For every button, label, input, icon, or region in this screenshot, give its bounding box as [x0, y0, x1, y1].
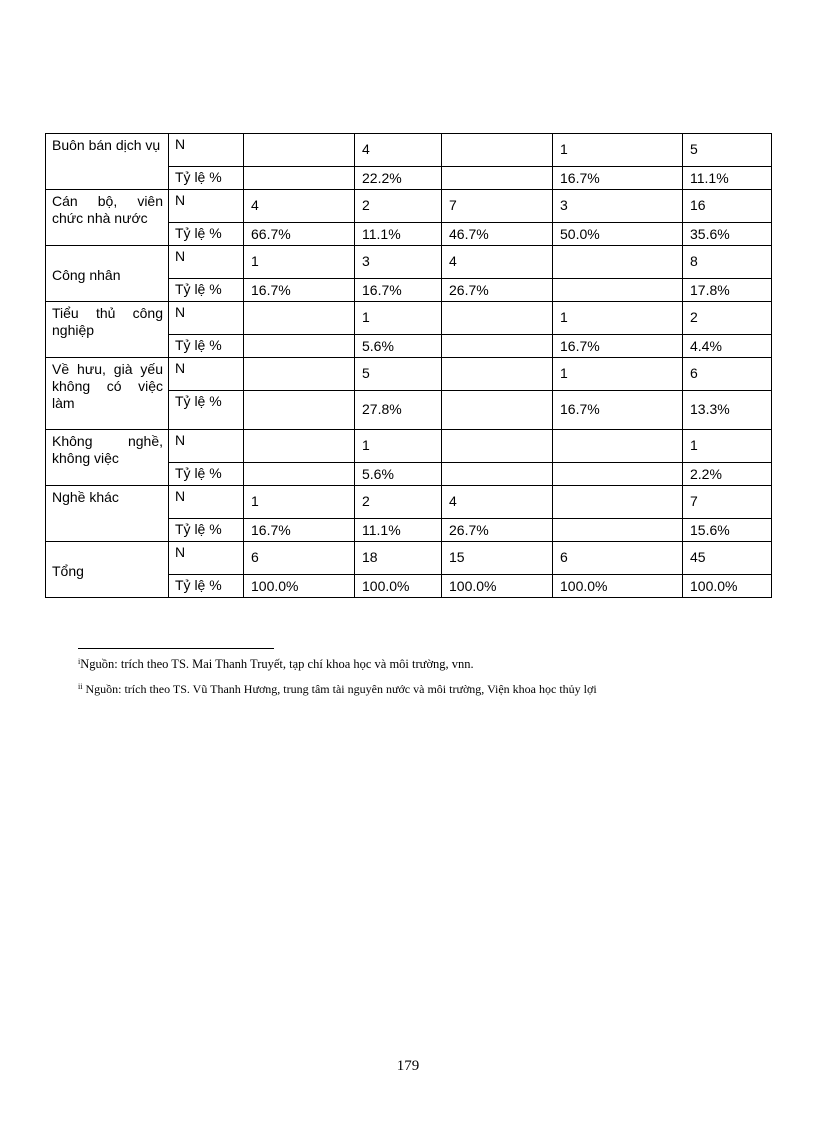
percent-cell — [442, 335, 553, 358]
category-cell: Công nhân — [46, 246, 169, 302]
table-row — [46, 542, 772, 575]
measure-label: Tỷ lệ % — [169, 575, 244, 598]
count-cell: 1 — [553, 358, 683, 391]
measure-label: N — [169, 542, 244, 575]
count-cell: 1 — [683, 430, 772, 463]
percent-cell — [244, 167, 355, 190]
table-row — [46, 190, 772, 223]
count-cell: 4 — [244, 190, 355, 223]
percent-cell: 35.6% — [683, 223, 772, 246]
percent-cell: 5.6% — [355, 335, 442, 358]
count-cell — [244, 430, 355, 463]
count-cell: 4 — [355, 134, 442, 167]
count-cell — [442, 134, 553, 167]
table-row — [46, 134, 772, 167]
count-cell: 1 — [244, 486, 355, 519]
percent-cell — [244, 391, 355, 430]
measure-label: N — [169, 430, 244, 463]
percent-cell: 11.1% — [683, 167, 772, 190]
percent-cell — [553, 463, 683, 486]
category-cell: Về hưu, già yếu không có việc làm — [46, 358, 169, 430]
percent-cell: 11.1% — [355, 223, 442, 246]
category-cell: Tiểu thủ công nghiệp — [46, 302, 169, 358]
percent-cell: 26.7% — [442, 279, 553, 302]
footnote-2: $^{ii}$ Nguồn: trích theo TS. Vũ Thanh Hương, trung tâm tài nguyên nước và môi trường, Viện khoa học thủy lợi — [78, 682, 597, 696]
count-cell — [244, 134, 355, 167]
percent-cell: 66.7% — [244, 223, 355, 246]
percent-cell — [244, 335, 355, 358]
count-cell: 5 — [683, 134, 772, 167]
percent-cell: 50.0% — [553, 223, 683, 246]
count-cell: 1 — [553, 302, 683, 335]
count-cell — [244, 358, 355, 391]
percent-cell: 16.7% — [244, 279, 355, 302]
count-cell: 6 — [553, 542, 683, 575]
percent-cell: 15.6% — [683, 519, 772, 542]
measure-label: Tỷ lệ % — [169, 335, 244, 358]
measure-label: Tỷ lệ % — [169, 167, 244, 190]
category-cell: Cán bộ, viên chức nhà nước — [46, 190, 169, 246]
table-row — [46, 430, 772, 463]
percent-cell — [442, 391, 553, 430]
percent-cell — [553, 519, 683, 542]
count-cell: 1 — [553, 134, 683, 167]
count-cell: 7 — [442, 190, 553, 223]
percent-cell: 22.2% — [355, 167, 442, 190]
footnote-1: $^i$Nguồn: trích theo TS. Mai Thanh Truyết, tạp chí khoa học và môi trường, vnn. — [78, 657, 474, 671]
percent-cell: 5.6% — [355, 463, 442, 486]
measure-label: Tỷ lệ % — [169, 519, 244, 542]
percent-cell — [442, 463, 553, 486]
percent-cell: 100.0% — [244, 575, 355, 598]
count-cell: 4 — [442, 246, 553, 279]
count-cell: 1 — [355, 430, 442, 463]
count-cell: 15 — [442, 542, 553, 575]
count-cell — [442, 358, 553, 391]
category-cell: Nghề khác — [46, 486, 169, 542]
measure-label: N — [169, 134, 244, 167]
footnote-separator — [78, 648, 274, 649]
count-cell: 8 — [683, 246, 772, 279]
measure-label: N — [169, 246, 244, 279]
percent-cell: 16.7% — [553, 335, 683, 358]
percent-cell: 16.7% — [553, 391, 683, 430]
measure-label: N — [169, 358, 244, 391]
count-cell — [442, 302, 553, 335]
percent-cell: 46.7% — [442, 223, 553, 246]
count-cell — [553, 430, 683, 463]
percent-cell — [553, 279, 683, 302]
occupation-table — [45, 133, 772, 598]
percent-cell — [442, 167, 553, 190]
count-cell: 6 — [244, 542, 355, 575]
count-cell: 6 — [683, 358, 772, 391]
percent-cell: 13.3% — [683, 391, 772, 430]
table-row — [46, 302, 772, 335]
percent-cell: 17.8% — [683, 279, 772, 302]
measure-label: Tỷ lệ % — [169, 223, 244, 246]
measure-label: N — [169, 190, 244, 223]
count-cell — [442, 430, 553, 463]
count-cell: 2 — [355, 486, 442, 519]
percent-cell: 16.7% — [355, 279, 442, 302]
count-cell — [244, 302, 355, 335]
count-cell: 4 — [442, 486, 553, 519]
count-cell: 2 — [355, 190, 442, 223]
percent-cell: 100.0% — [553, 575, 683, 598]
count-cell — [553, 486, 683, 519]
category-cell: Không nghề, không việc — [46, 430, 169, 486]
percent-cell: 16.7% — [553, 167, 683, 190]
percent-cell: 100.0% — [355, 575, 442, 598]
count-cell: 45 — [683, 542, 772, 575]
percent-cell: 100.0% — [442, 575, 553, 598]
measure-label: Tỷ lệ % — [169, 391, 244, 430]
table-row — [46, 486, 772, 519]
count-cell: 7 — [683, 486, 772, 519]
page-number: 179 — [396, 1058, 420, 1074]
measure-label: Tỷ lệ % — [169, 463, 244, 486]
count-cell: 5 — [355, 358, 442, 391]
percent-cell: 27.8% — [355, 391, 442, 430]
count-cell: 16 — [683, 190, 772, 223]
count-cell: 18 — [355, 542, 442, 575]
count-cell: 3 — [355, 246, 442, 279]
category-cell: Buôn bán dịch vụ — [46, 134, 169, 190]
percent-cell: 4.4% — [683, 335, 772, 358]
percent-cell — [244, 463, 355, 486]
category-cell: Tổng — [46, 542, 169, 598]
measure-label: Tỷ lệ % — [169, 279, 244, 302]
percent-cell: 16.7% — [244, 519, 355, 542]
measure-label: N — [169, 302, 244, 335]
count-cell: 1 — [244, 246, 355, 279]
percent-cell: 2.2% — [683, 463, 772, 486]
count-cell: 2 — [683, 302, 772, 335]
count-cell: 1 — [355, 302, 442, 335]
table-row — [46, 358, 772, 391]
percent-cell: 26.7% — [442, 519, 553, 542]
percent-cell: 11.1% — [355, 519, 442, 542]
measure-label: N — [169, 486, 244, 519]
percent-cell: 100.0% — [683, 575, 772, 598]
count-cell: 3 — [553, 190, 683, 223]
table-row — [46, 246, 772, 279]
count-cell — [553, 246, 683, 279]
